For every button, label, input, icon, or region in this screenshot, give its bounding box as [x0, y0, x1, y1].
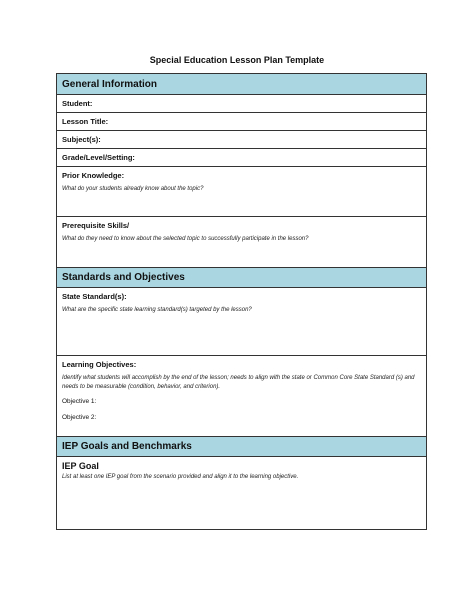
lesson-title-field[interactable]	[57, 113, 426, 131]
section-header-iep-goals: IEP Goals and Benchmarks	[57, 437, 426, 457]
iep-goal-field[interactable]	[57, 457, 426, 529]
student-label: Student:	[62, 99, 93, 108]
grade-level-setting-label: Grade/Level/Setting:	[62, 153, 135, 162]
prior-knowledge-hint: What do your students already know about the topic?	[62, 186, 204, 192]
objective-2-label: Objective 2:	[62, 414, 97, 421]
learning-objectives-label: Learning Objectives:	[62, 360, 137, 369]
lesson-plan-form	[56, 73, 427, 530]
state-standards-hint: What are the specific state learning standard(s) targeted by the lesson?	[62, 307, 252, 313]
prerequisite-skills-field[interactable]	[57, 217, 426, 268]
prerequisite-skills-label: Prerequisite Skills/	[62, 221, 130, 230]
lesson-title-label: Lesson Title:	[62, 117, 109, 126]
subjects-label: Subject(s):	[62, 135, 101, 144]
learning-objectives-field[interactable]	[57, 356, 426, 437]
state-standards-label: State Standard(s):	[62, 292, 127, 301]
prior-knowledge-label: Prior Knowledge:	[62, 171, 125, 180]
iep-goal-hint: List at least one IEP goal from the scenario provided and align it to the learning objective.	[62, 474, 299, 480]
subjects-field[interactable]	[57, 131, 426, 149]
student-field[interactable]	[57, 95, 426, 113]
document-title: Special Education Lesson Plan Template	[149, 55, 325, 65]
prerequisite-skills-hint: What do they need to know about the selected topic to successfully participate in the lesson?	[62, 236, 309, 242]
objective-1-label: Objective 1:	[62, 398, 97, 405]
iep-goal-label: IEP Goal	[62, 461, 99, 471]
section-header-general-information: General Information	[57, 74, 426, 95]
prior-knowledge-field[interactable]	[57, 167, 426, 217]
state-standards-field[interactable]	[57, 288, 426, 356]
grade-level-setting-field[interactable]	[57, 149, 426, 167]
learning-objectives-hint: Identify what students will accomplish by the end of the lesson; needs to align with the state or Common Core State Standard (s) and needs to be measurable (condition, behavior, and criterion).	[62, 375, 415, 390]
section-header-standards-objectives: Standards and Objectives	[57, 268, 426, 288]
